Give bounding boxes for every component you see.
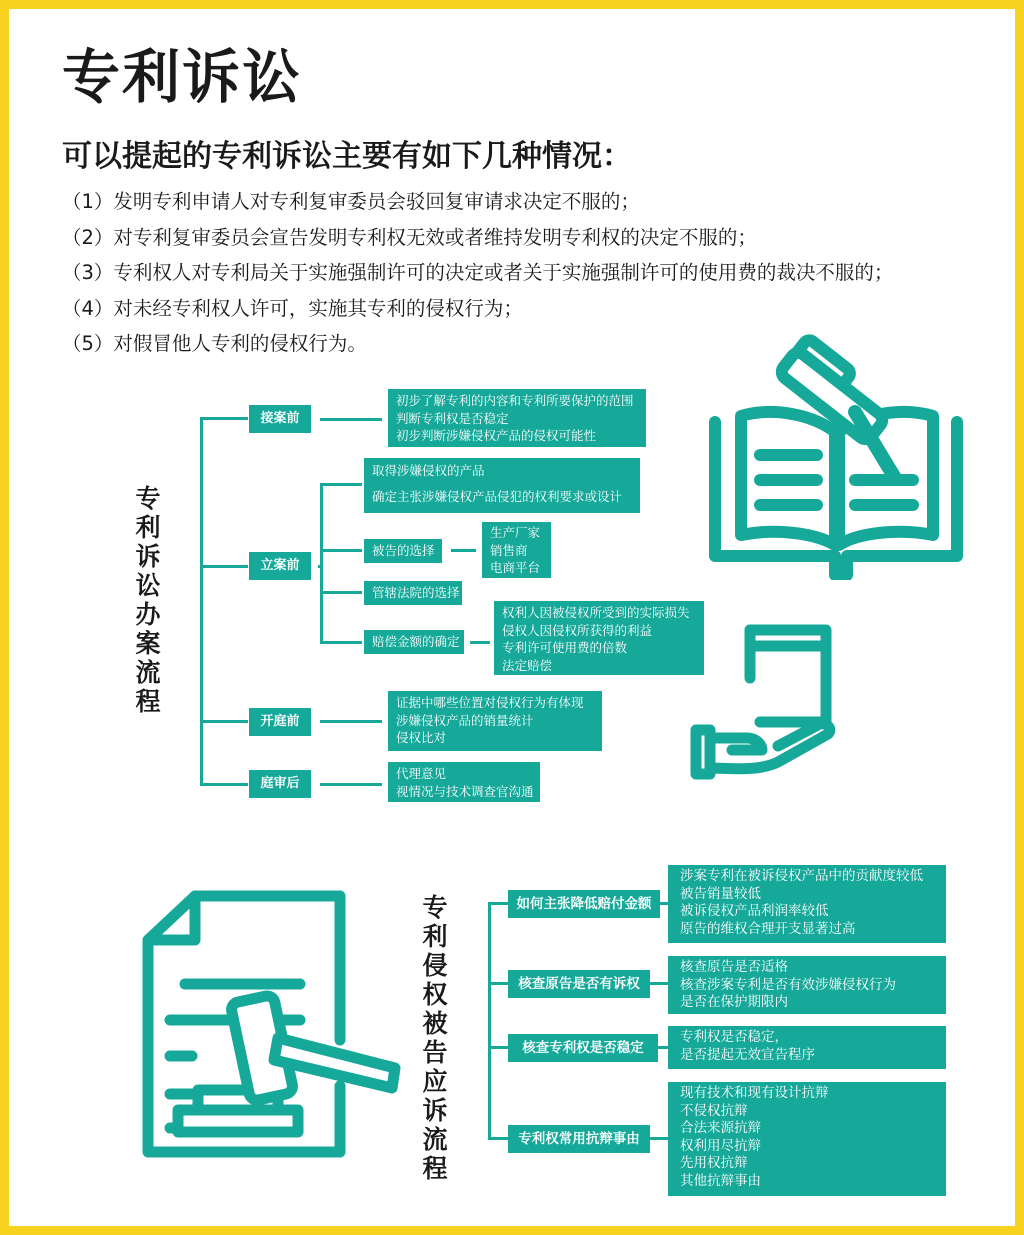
connector xyxy=(488,982,508,985)
connector xyxy=(320,483,362,486)
detail-line: 现有技术和现有设计抗辩 xyxy=(680,1085,829,1101)
page-subtitle: 可以提起的专利诉讼主要有如下几种情况： xyxy=(62,139,632,174)
detail-line: 权利用尽抗辩 xyxy=(680,1137,761,1154)
detail-box xyxy=(668,1026,946,1069)
connector xyxy=(470,641,490,644)
connector xyxy=(200,720,248,723)
connector xyxy=(320,483,323,643)
connector xyxy=(451,549,476,552)
detail-line: 代理意见 xyxy=(396,766,447,781)
detail-box xyxy=(482,522,551,578)
detail-line: 是否提起无效宣告程序 xyxy=(680,1046,815,1063)
detail-box xyxy=(668,1082,946,1196)
detail-line: 核查原告是否适格 xyxy=(680,959,788,975)
connector xyxy=(320,591,362,594)
connector xyxy=(650,982,668,985)
connector xyxy=(488,1137,508,1140)
connector xyxy=(320,641,362,644)
detail-line: 涉嫌侵权产品的销量统计 xyxy=(396,712,534,728)
detail-line: 确定主张涉嫌侵权产品侵犯的权利要求或设计 xyxy=(372,488,623,504)
detail-line: 不侵权抗辩 xyxy=(680,1102,748,1119)
detail-line: 先用权抗辩 xyxy=(680,1155,748,1172)
connector xyxy=(488,1046,508,1049)
detail-line: 侵权比对 xyxy=(396,730,447,745)
detail-line: 是否在保护期限内 xyxy=(680,994,788,1011)
branch-label: 如何主张降低赔付金额 xyxy=(508,890,660,918)
connector xyxy=(320,783,382,786)
page-title: 专利诉讼 xyxy=(62,43,303,111)
detail-box xyxy=(388,762,540,802)
detail-line: 被告销量较低 xyxy=(680,885,761,902)
sub-label: 赔偿金额的确定 xyxy=(364,630,464,654)
detail-line: 判断专利权是否稳定 xyxy=(396,410,509,426)
list-item: （1）发明专利申请人对专利复审委员会驳回复审请求决定不服的； xyxy=(62,190,640,213)
detail-line: 涉案专利在被诉侵权产品中的贡献度较低 xyxy=(680,868,923,884)
detail-box xyxy=(668,956,946,1014)
detail-box xyxy=(668,865,946,943)
detail-line: 视情况与技术调查官沟通 xyxy=(396,783,534,799)
stage-label: 庭审后 xyxy=(249,770,311,798)
detail-line: 法定赔偿 xyxy=(502,657,553,673)
connector xyxy=(200,565,248,568)
branch-label: 专利权常用抗辩事由 xyxy=(508,1125,650,1153)
detail-line: 电商平台 xyxy=(490,560,541,575)
connector xyxy=(488,902,491,1140)
detail-line: 专利许可使用费的倍数 xyxy=(502,640,628,655)
document-gavel-icon xyxy=(140,888,410,1160)
stage-label: 立案前 xyxy=(249,552,311,580)
detail-box xyxy=(388,691,602,751)
detail-line: 侵权人因侵权所获得的利益 xyxy=(502,622,653,638)
detail-line: 专利权是否稳定， xyxy=(680,1029,788,1045)
hand-holding-book-icon xyxy=(688,622,838,782)
branch-label: 核查原告是否有诉权 xyxy=(508,970,650,998)
list-item: （2）对专利复审委员会宣告发明专利权无效或者维持发明专利权的决定不服的； xyxy=(62,225,757,249)
stage-label: 接案前 xyxy=(249,405,311,433)
connector xyxy=(320,418,382,421)
detail-line: 生产厂家 xyxy=(490,525,541,540)
detail-line: 其他抗辩事由 xyxy=(680,1172,761,1189)
stage-label: 开庭前 xyxy=(249,708,311,736)
branch-label: 核查专利权是否稳定 xyxy=(508,1034,658,1062)
detail-box xyxy=(364,458,640,513)
detail-box xyxy=(388,389,646,447)
detail-line: 证据中哪些位置对侵权行为有体现 xyxy=(396,695,584,710)
open-book-gavel-icon xyxy=(705,330,975,580)
sub-label: 被告的选择 xyxy=(364,539,442,563)
connector xyxy=(488,902,508,905)
detail-line: 取得涉嫌侵权的产品 xyxy=(372,463,485,478)
detail-line: 销售商 xyxy=(490,542,528,558)
connector xyxy=(200,417,248,420)
detail-line: 初步了解专利的内容和专利所要保护的范围 xyxy=(396,393,634,408)
connector xyxy=(200,417,203,786)
detail-line: 权利人因被侵权所受到的实际损失 xyxy=(502,605,690,620)
detail-line: 核查涉案专利是否有效涉嫌侵权行为 xyxy=(680,976,896,993)
connector xyxy=(320,720,382,723)
flow1-title: 专利诉讼办案流程 xyxy=(135,484,161,716)
detail-line: 初步判断涉嫌侵权产品的侵权可能性 xyxy=(396,428,597,443)
list-item: （4）对未经专利权人许可，实施其专利的侵权行为； xyxy=(62,296,523,320)
connector xyxy=(650,1137,668,1140)
list-item: （3）专利权人对专利局关于实施强制许可的决定或者关于实施强制许可的使用费的裁决不服的； xyxy=(62,261,894,284)
connector xyxy=(200,783,248,786)
detail-box xyxy=(494,601,704,675)
connector xyxy=(660,902,668,905)
detail-line: 原告的维权合理开支显著过高 xyxy=(680,920,856,937)
sub-label: 管辖法院的选择 xyxy=(364,581,462,605)
detail-line: 合法来源抗辩 xyxy=(680,1120,761,1137)
flow2-title: 专利侵权被告应诉流程 xyxy=(422,893,448,1183)
connector xyxy=(658,1046,668,1049)
detail-line: 被诉侵权产品利润率较低 xyxy=(680,903,829,920)
list-item: （5）对假冒他人专利的侵权行为。 xyxy=(62,332,367,355)
connector xyxy=(320,549,362,552)
